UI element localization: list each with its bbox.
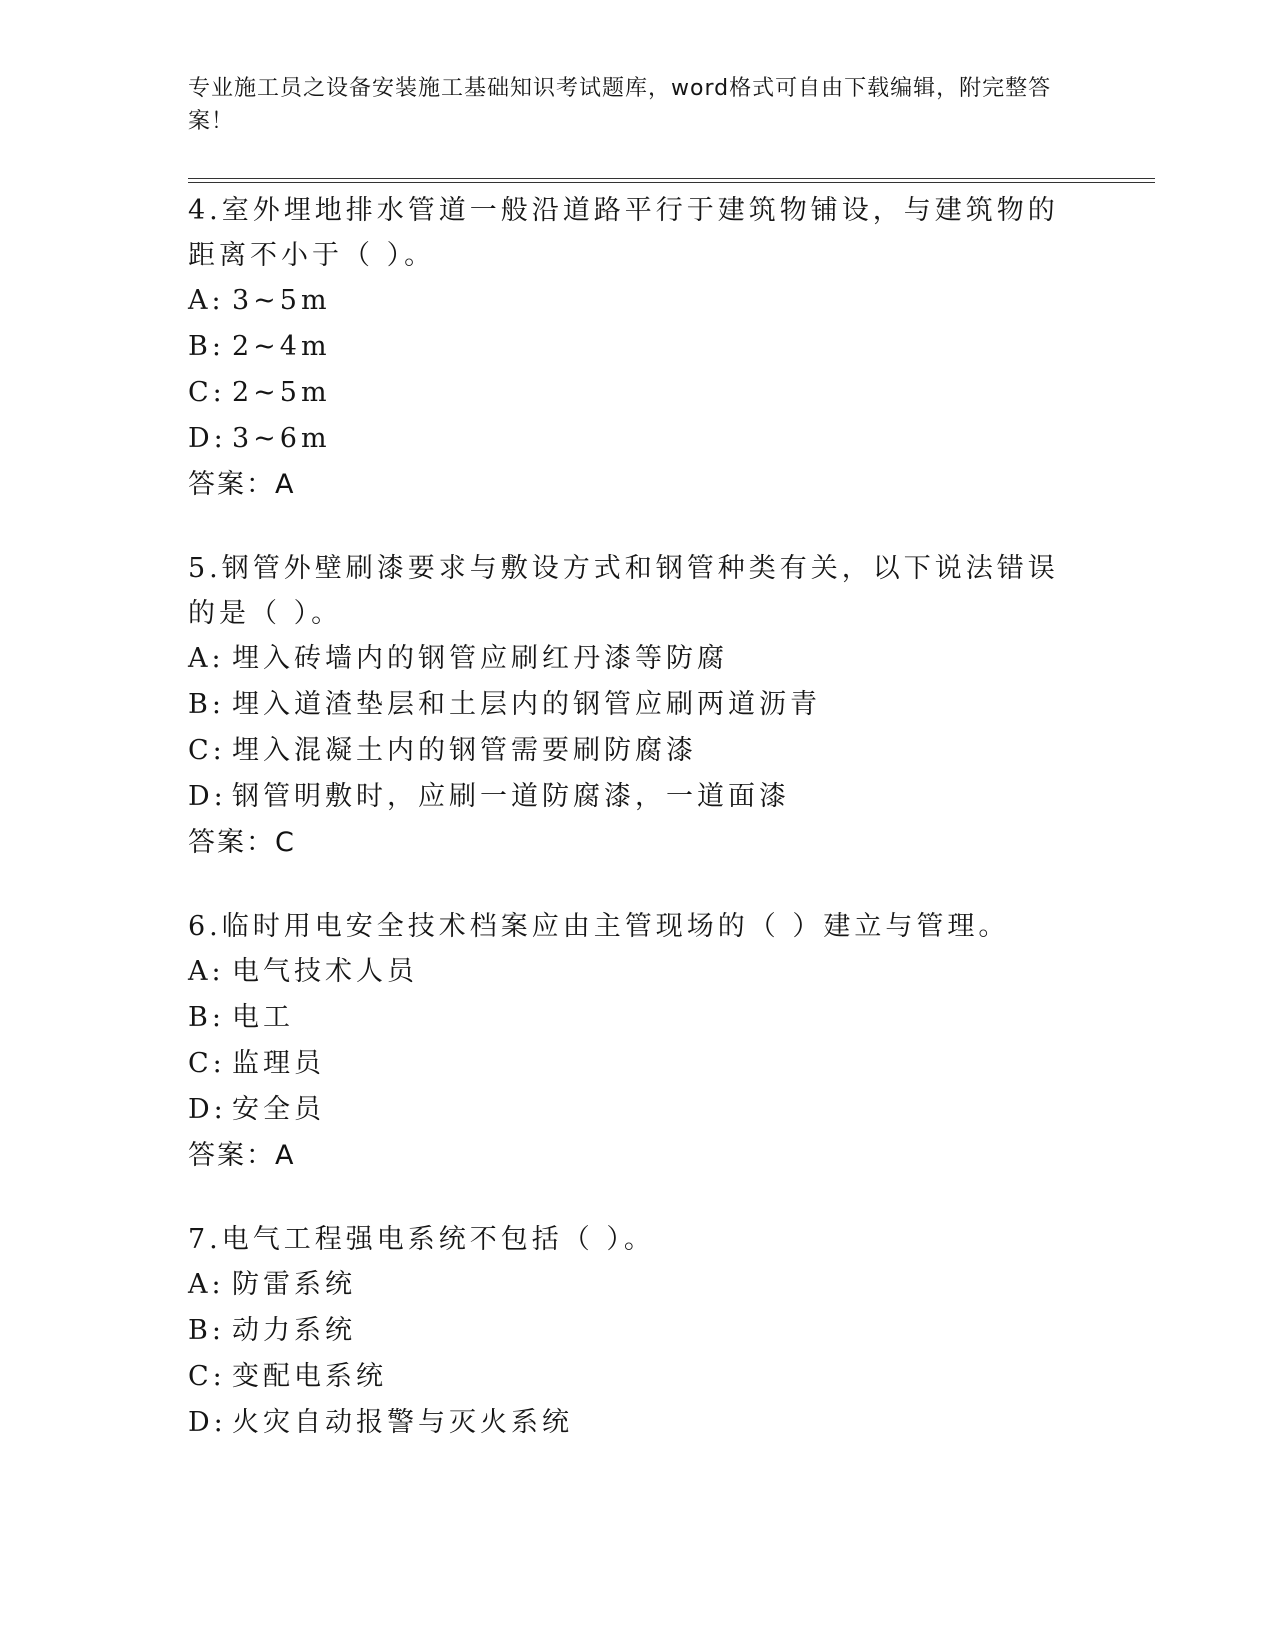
option-key: A: (188, 285, 225, 316)
option-text: 钢管明敷时，应刷一道防腐漆，一道面漆 (232, 781, 790, 812)
option-text: 火灾自动报警与灭火系统 (232, 1407, 573, 1438)
option-text: 3~5m (232, 285, 331, 316)
option-a (188, 949, 1068, 995)
option-text: 埋入道渣垫层和土层内的钢管应刷两道沥青 (232, 689, 821, 720)
option-text: 动力系统 (232, 1315, 356, 1346)
option-text: 电气技术人员 (232, 956, 418, 987)
option-text: 埋入混凝土内的钢管需要刷防腐漆 (232, 735, 697, 766)
option-a (188, 278, 1068, 324)
option-text: 监理员 (232, 1048, 325, 1079)
option-text: 安全员 (232, 1094, 325, 1125)
option-b (188, 682, 1068, 728)
question-list (188, 188, 1068, 1484)
header-divider (188, 178, 1155, 183)
question-stem: 7.电气工程强电系统不包括（ ）。 (188, 1224, 655, 1255)
option-c (188, 728, 1068, 774)
option-key: D: (188, 781, 227, 812)
option-key: B: (188, 1315, 225, 1346)
question-stem: 5.钢管外壁刷漆要求与敷设方式和钢管种类有关，以下说法错误的是（ ）。 (188, 553, 1059, 629)
option-c (188, 370, 1068, 416)
option-key: A: (188, 956, 225, 987)
question-6 (188, 904, 1068, 1179)
option-b (188, 995, 1068, 1041)
option-b (188, 1308, 1068, 1354)
question-stem: 6.临时用电安全技术档案应由主管现场的（ ）建立与管理。 (188, 911, 1010, 942)
option-d (188, 774, 1068, 820)
option-key: C: (188, 377, 226, 408)
document-header: 专业施工员之设备安装施工基础知识考试题库，word格式可自由下载编辑，附完整答案！ (188, 76, 1052, 134)
option-text: 埋入砖墙内的钢管应刷红丹漆等防腐 (232, 643, 728, 674)
option-key: D: (188, 1407, 227, 1438)
option-c (188, 1354, 1068, 1400)
option-key: B: (188, 689, 225, 720)
option-key: C: (188, 735, 226, 766)
option-a (188, 636, 1068, 682)
question-5 (188, 546, 1068, 866)
option-key: A: (188, 643, 225, 674)
question-7 (188, 1217, 1068, 1446)
option-key: C: (188, 1048, 226, 1079)
option-d (188, 416, 1068, 462)
question-4 (188, 188, 1068, 508)
option-text: 变配电系统 (232, 1361, 387, 1392)
option-text: 电工 (232, 1002, 294, 1033)
option-a (188, 1262, 1068, 1308)
option-key: D: (188, 1094, 227, 1125)
option-b (188, 324, 1068, 370)
option-d (188, 1087, 1068, 1133)
answer-line: 答案：C (188, 827, 296, 858)
option-key: B: (188, 331, 225, 362)
option-key: C: (188, 1361, 226, 1392)
option-text: 2~5m (232, 377, 331, 408)
option-text: 防雷系统 (232, 1269, 356, 1300)
option-key: A: (188, 1269, 225, 1300)
option-text: 3~6m (232, 423, 331, 454)
question-stem: 4.室外埋地排水管道一般沿道路平行于建筑物铺设，与建筑物的距离不小于（ ）。 (188, 195, 1059, 271)
option-key: B: (188, 1002, 225, 1033)
answer-line: 答案：A (188, 469, 296, 500)
option-c (188, 1041, 1068, 1087)
option-key: D: (188, 423, 227, 454)
answer-line: 答案：A (188, 1140, 296, 1171)
option-text: 2~4m (232, 331, 331, 362)
option-d (188, 1400, 1068, 1446)
